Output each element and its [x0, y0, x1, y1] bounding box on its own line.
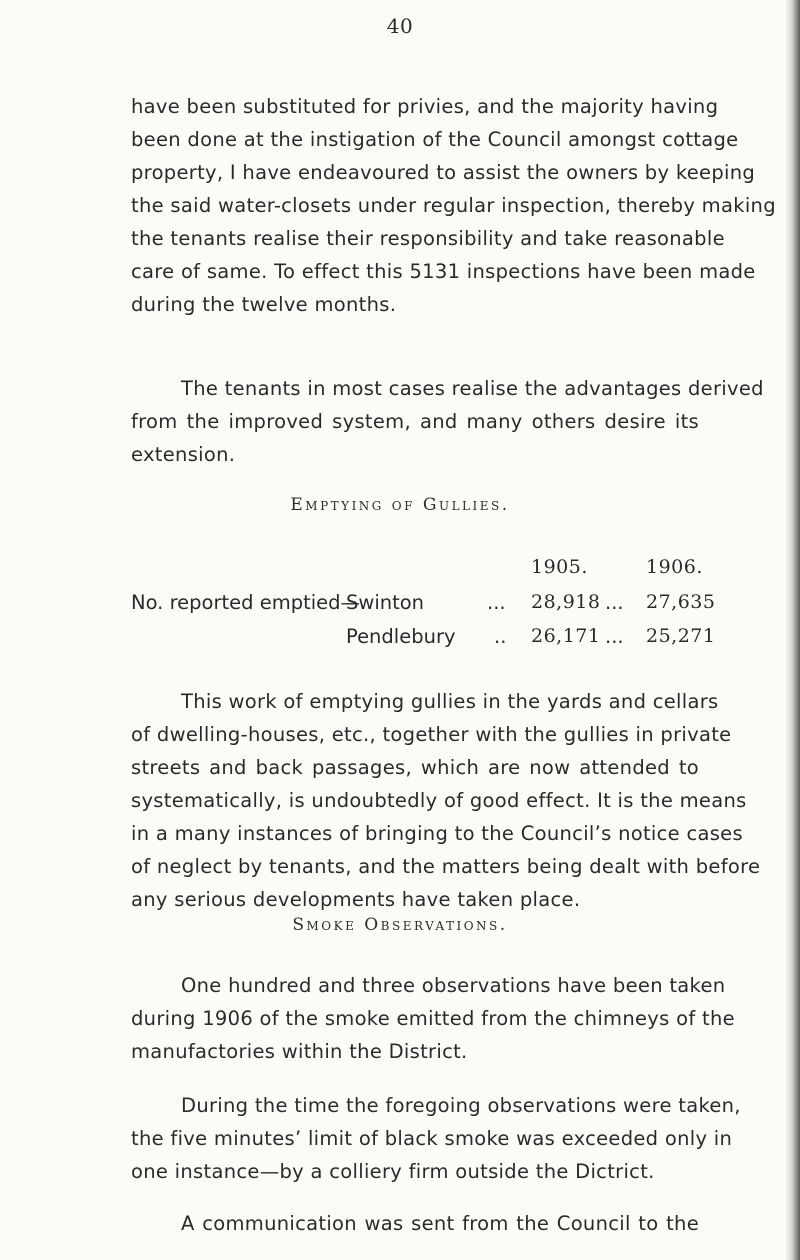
- paragraph-communication: [131, 1207, 699, 1240]
- paragraph-black-smoke: [131, 1089, 741, 1188]
- paragraph-smoke-observations: [131, 969, 735, 1068]
- text-line: This work of emptying gullies in the yards and cellars: [181, 690, 719, 713]
- text-line: during the twelve months.: [131, 293, 397, 316]
- text-line: A communication was sent from the Council to the: [181, 1212, 699, 1235]
- text-line: of dwelling-houses, etc., together with the gullies in private: [131, 723, 732, 746]
- dot-leader: ...: [605, 625, 624, 648]
- value-swinton-1905: 28,918: [531, 591, 601, 613]
- text-line: from the improved system, and many others desire its: [131, 410, 699, 433]
- heading-emptying-gullies: Emptying of Gullies.: [290, 495, 510, 515]
- text-line: streets and back passages, which are now attended to: [131, 756, 699, 779]
- dot-leader: ...: [605, 591, 624, 614]
- text-line: one instance—by a colliery firm outside the Dictrict.: [131, 1160, 655, 1183]
- text-line: extension.: [131, 443, 236, 466]
- text-line: One hundred and three observations have been taken: [181, 974, 726, 997]
- page-number: 40: [386, 14, 414, 38]
- text-line: during 1906 of the smoke emitted from the chimneys of the: [131, 1007, 735, 1030]
- col-header-1905: 1905.: [531, 556, 588, 578]
- text-line: manufactories within the District.: [131, 1040, 468, 1063]
- text-line: property, I have endeavoured to assist the owners by keeping: [131, 161, 756, 184]
- text-line: have been substituted for privies, and the majority having: [131, 95, 719, 118]
- text-line: systematically, is undoubtedly of good effect. It is the means: [131, 789, 747, 812]
- value-pendlebury-1906: 25,271: [646, 625, 716, 647]
- paragraph-water-closets: [131, 90, 776, 321]
- text-line: the said water-closets under regular inspection, thereby making: [131, 194, 776, 217]
- value-swinton-1906: 27,635: [646, 591, 716, 613]
- text-line: any serious developments have taken place.: [131, 888, 581, 911]
- dot-leader: ...: [487, 591, 506, 614]
- heading-smoke-observations: Smoke Observations.: [292, 915, 508, 935]
- text-line: in a many instances of bringing to the Council’s notice cases: [131, 822, 743, 845]
- value-pendlebury-1905: 26,171: [531, 625, 601, 647]
- paragraph-tenants-realise: [131, 372, 764, 471]
- row-district-pendlebury: Pendlebury: [346, 625, 456, 648]
- row-label-prefix: No. reported emptied—: [131, 591, 361, 614]
- dot-leader: ..: [494, 625, 507, 648]
- text-line: the five minutes’ limit of black smoke was exceeded only in: [131, 1127, 733, 1150]
- text-line: The tenants in most cases realise the advantages derived: [181, 377, 764, 400]
- row-district-swinton: Swinton: [346, 591, 425, 614]
- text-line: the tenants realise their responsibility and take reasonable: [131, 227, 725, 250]
- text-line: During the time the foregoing observations were taken,: [181, 1094, 741, 1117]
- col-header-1906: 1906.: [646, 556, 703, 578]
- paragraph-gullies-work: [131, 685, 761, 916]
- text-line: of neglect by tenants, and the matters being dealt with before: [131, 855, 761, 878]
- text-line: been done at the instigation of the Council amongst cottage: [131, 128, 739, 151]
- page-edge-shadow: [786, 0, 800, 1260]
- text-line: care of same. To effect this 5131 inspections have been made: [131, 260, 756, 283]
